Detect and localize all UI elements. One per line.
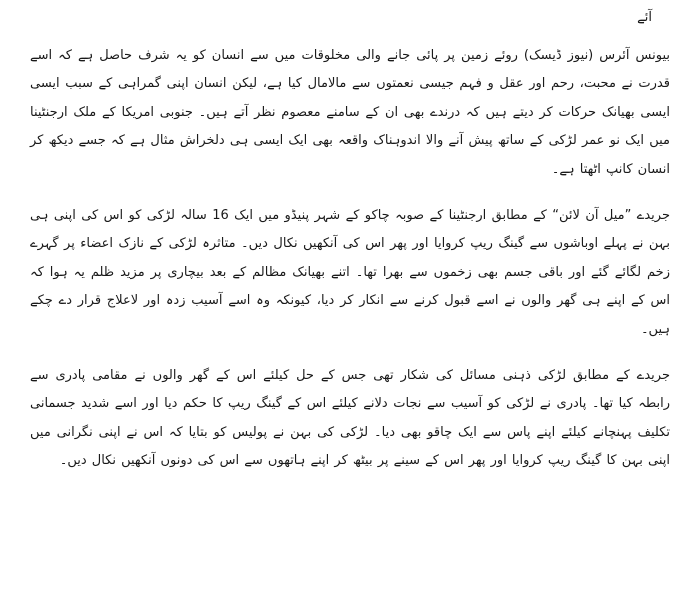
continued-text-fragment: آئے — [637, 10, 652, 25]
article-paragraph-details: جریدے کے مطابق لڑکی ذہنی مسائل کی شکار تھی جس کے حل کیلئے اس کے گھر والوں نے مقامی پادری سے رابطہ کیا تھا۔ پادری نے لڑکی کو آسیب سے نجات دلانے کیلئے اس کے گینگ ریپ کا حکم دیا اور اسے شدید جسمانی تکلیف پہنچانے کیلئے اپنے پاس سے ایک چاقو بھی دیا۔ لڑکی کی بہن نے پولیس کو بتایا کہ اس نے اپنی نگرانی میں اپنی بہن کا گینگ ریپ کروایا اور پھر اس کے سینے پر بیٹھ کر اپنے ہاتھوں سے اس کی دونوں آنکھیں نکال دیں۔ — [30, 368, 670, 469]
article-paragraph-intro: بیونس آئرس (نیوز ڈیسک) روئے زمین پر پائی جانے والی مخلوقات میں سے انسان کو یہ شرف حاصل ہے کہ اسے قدرت نے محبت، رحم اور عقل و فہم جیسی نعمتوں سے مالامال کیا ہے، لیکن انسان اپنی گمراہی کے سبب ایسی ایسی بھیانک حرکات کر دیتے ہیں کہ درندے بھی ان کے سامنے معصوم نظر آتے ہیں۔ جنوبی امریکا کے ملک ارجنٹینا میں ایک نو عمر لڑکی کے ساتھ پیش آنے والا اندوہناک واقعہ بھی ایک ایسی ہی دلخراش مثال ہے کہ جسے دیکھ کر انسان کانپ اٹھتا ہے۔ — [30, 48, 670, 177]
article-paragraph-report: جریدے ”میل آن لائن“ کے مطابق ارجنٹینا کے صوبہ چاکو کے شہر پنیڈو میں ایک 16 سالہ لڑکی کو اس کی اپنی ہی بہن نے پہلے اوباشوں سے گینگ ریپ کروایا اور پھر اس کی آنکھیں نکال دیں۔ متاثرہ لڑکی کے نازک اعضاء پر گہرے زخم لگائے گئے اور باقی جسم بھی زخموں سے بھرا تھا۔ اتنے بھیانک مظالم کے بعد بیچاری پر مزید ظلم یہ ہوا کہ اس کے اپنے ہی گھر والوں نے اسے قبول کرنے سے انکار کر دیا، کیونکہ وہ اسے آسیب زدہ اور لاعلاج قرار دے چکے ہیں۔ — [30, 208, 670, 337]
article-body — [30, 0, 670, 494]
